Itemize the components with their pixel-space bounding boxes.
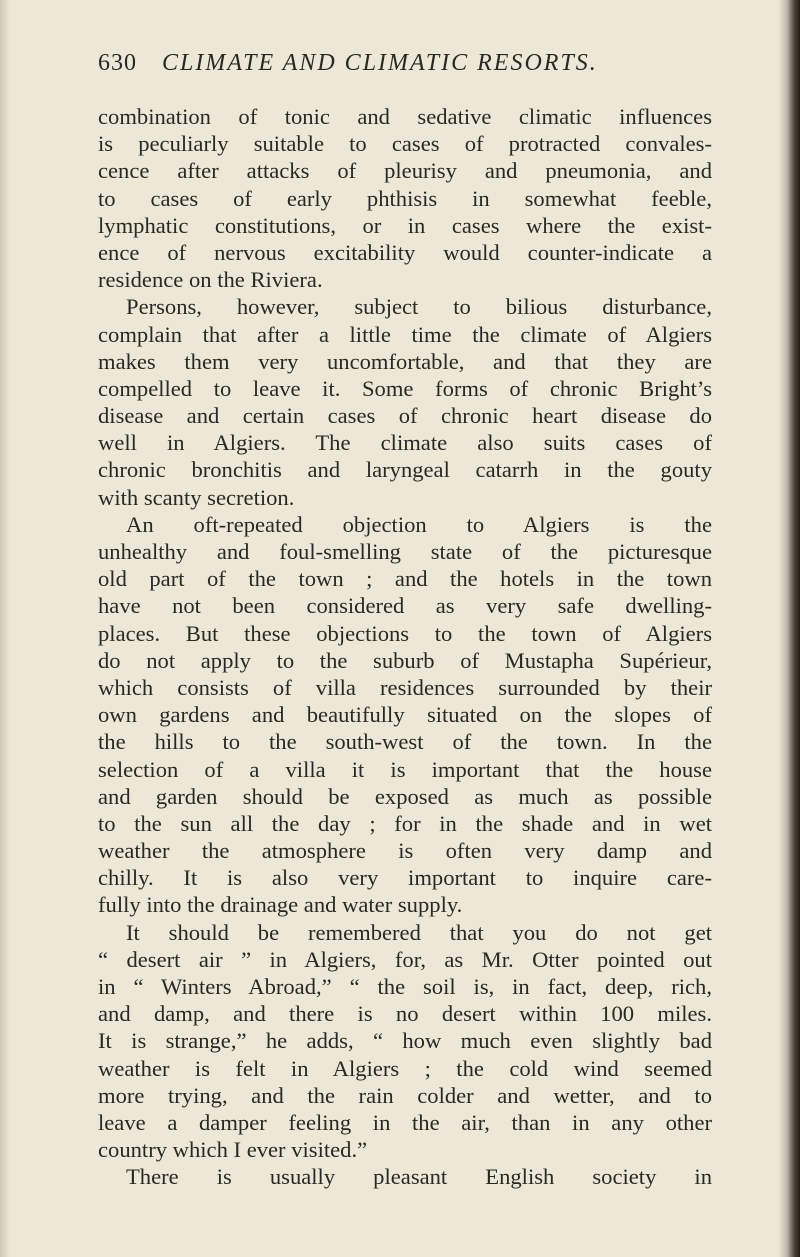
- text-line: with scanty secretion.: [98, 484, 295, 510]
- text-line: residence on the Riviera.: [98, 267, 323, 293]
- text-line: An oft-repeated objection to Algiers is the: [126, 511, 712, 537]
- text-line: to cases of early phthisis in somewhat feeble,: [98, 185, 712, 211]
- text-line: It is strange,” he adds, “ how much even slightly bad: [98, 1028, 712, 1054]
- text-line: to the sun all the day ; for in the shade and in wet: [98, 810, 712, 836]
- text-line: chilly. It is also very important to inquire care-: [98, 865, 712, 891]
- text-line: makes them very uncomfortable, and that they are: [98, 348, 712, 374]
- text-line: complain that after a little time the climate of Algiers: [98, 321, 712, 347]
- text-line: cence after attacks of pleurisy and pneumonia, and: [98, 158, 712, 184]
- running-header: [98, 50, 718, 90]
- text-line: chronic bronchitis and laryngeal catarrh in the gouty: [98, 457, 712, 483]
- running-title: CLIMATE AND CLIMATIC RESORTS.: [162, 50, 598, 76]
- body-text: [98, 103, 712, 1191]
- text-line: It should be remembered that you do not get: [126, 919, 712, 945]
- text-line: have not been considered as very safe dwelling-: [98, 593, 712, 619]
- page-left-edge: [0, 0, 10, 1257]
- text-line: compelled to leave it. Some forms of chronic Bright’s: [98, 375, 712, 401]
- text-line: unhealthy and foul-smelling state of the picturesque: [98, 539, 712, 564]
- text-line: weather is felt in Algiers ; the cold wind seemed: [98, 1055, 712, 1081]
- text-line: is peculiarly suitable to cases of protracted convales-: [98, 131, 712, 157]
- text-line: do not apply to the suburb of Mustapha Supérieur,: [98, 647, 712, 673]
- text-line: weather the atmosphere is often very damp and: [98, 838, 712, 864]
- text-line: which consists of villa residences surrounded by their: [98, 674, 712, 700]
- text-line: well in Algiers. The climate also suits cases of: [98, 430, 712, 456]
- text-line: There is usually pleasant English society in: [126, 1164, 712, 1190]
- text-line: own gardens and beautifully situated on the slopes of: [98, 702, 712, 728]
- text-line: disease and certain cases of chronic heart disease do: [98, 403, 712, 429]
- text-line: ence of nervous excitability would counter-indicate a: [98, 239, 712, 265]
- text-line: “ desert air ” in Algiers, for, as Mr. Otter pointed out: [98, 946, 712, 972]
- text-line: Persons, however, subject to bilious disturbance,: [126, 294, 712, 320]
- text-line: places. But these objections to the town of Algiers: [98, 620, 712, 646]
- text-line: combination of tonic and sedative climatic influences: [98, 104, 712, 129]
- binding-gutter-shadow: [778, 0, 800, 1257]
- page-number: 630: [98, 50, 137, 76]
- text-line: selection of a villa it is important that the house: [98, 756, 712, 782]
- text-line: country which I ever visited.”: [98, 1137, 368, 1163]
- text-line: lymphatic constitutions, or in cases where the exist-: [98, 212, 712, 238]
- text-line: the hills to the south-west of the town. In the: [98, 729, 712, 755]
- text-line: old part of the town ; and the hotels in the town: [98, 566, 712, 592]
- text-line: leave a damper feeling in the air, than in any other: [98, 1109, 712, 1135]
- text-line: fully into the drainage and water supply.: [98, 892, 463, 918]
- text-line: in “ Winters Abroad,” “ the soil is, in fact, deep, rich,: [98, 974, 712, 999]
- text-line: and damp, and there is no desert within 100 miles.: [98, 1001, 712, 1027]
- text-line: more trying, and the rain colder and wetter, and to: [98, 1082, 712, 1108]
- text-line: and garden should be exposed as much as possible: [98, 783, 712, 809]
